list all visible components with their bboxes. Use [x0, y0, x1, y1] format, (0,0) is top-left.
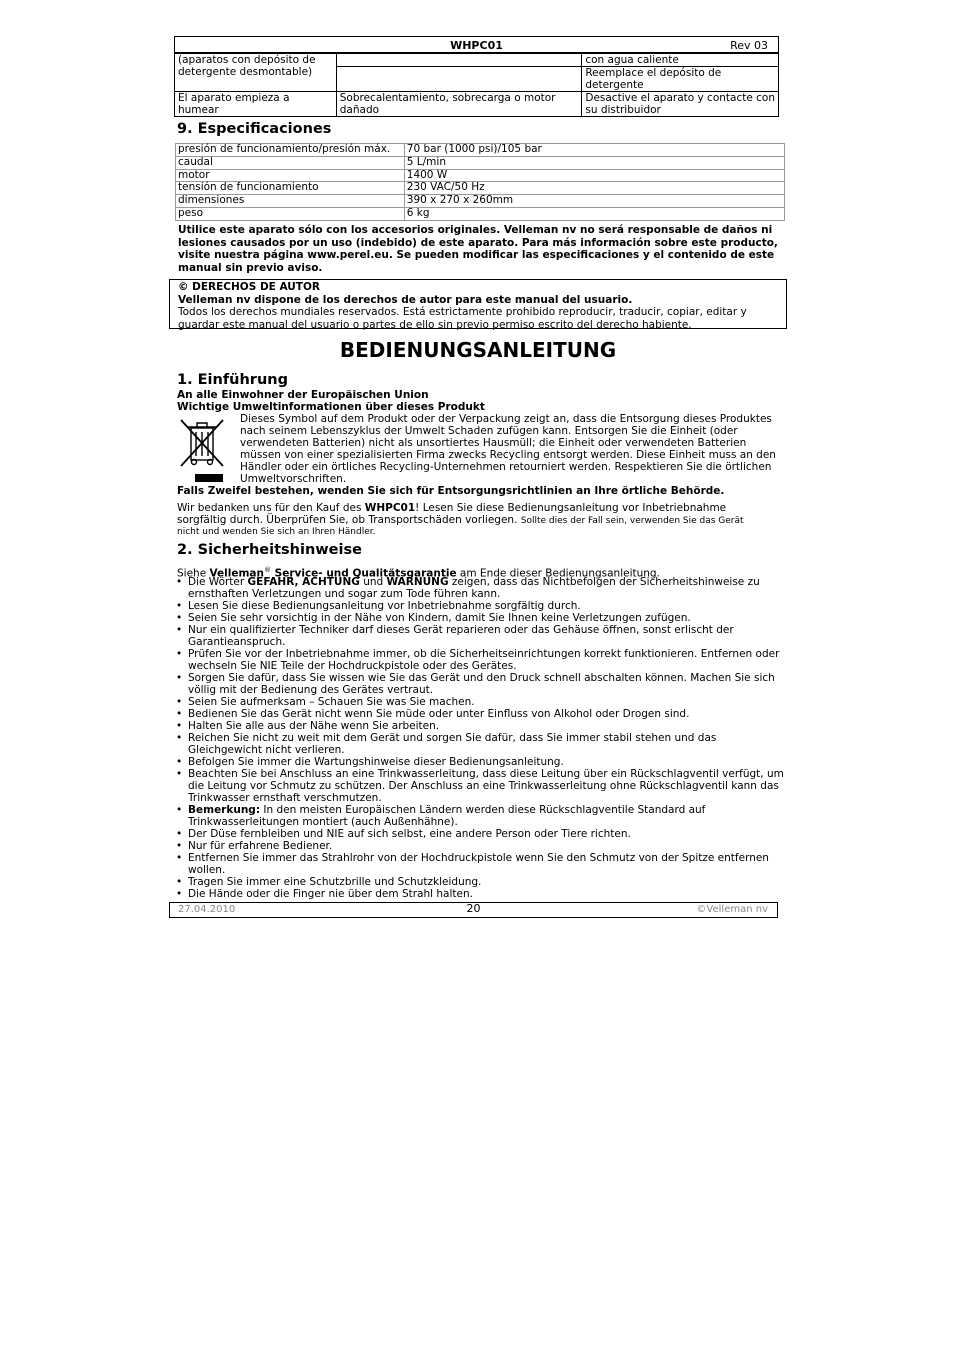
- table-cell: Reemplace el depósito de detergente: [582, 67, 779, 92]
- footer-date: 27.04.2010: [178, 904, 236, 915]
- table-cell: [336, 54, 582, 67]
- thanks-pre: Wir bedanken uns für den Kauf des: [177, 502, 365, 514]
- table-row: [176, 144, 785, 157]
- table-row: [176, 195, 785, 208]
- thanks-model: WHPC01: [364, 502, 416, 514]
- list-item: • Bedienen Sie das Gerät nicht wenn Sie müde oder unter Einfluss von Alkohol oder Drogen sind.: [176, 708, 786, 720]
- intro-bold-2: Wichtige Umweltinformationen über dieses Produkt: [177, 401, 485, 413]
- intro-text-line: Umweltvorschriften.: [240, 473, 347, 485]
- table-row: [175, 92, 779, 117]
- list-item: • Der Düse fernbleiben und NIE auf sich selbst, eine andere Person oder Tiere richten.: [176, 828, 786, 840]
- table-cell: El aparato empieza a humear: [175, 92, 337, 117]
- list-item: • Beachten Sie bei Anschluss an eine Trinkwasserleitung, dass diese Leitung über ein Rückschlagventil verfügt, um die Leitung vor Schmutz zu schützen. Der Anschluss an eine Trinkwasserleitung ohne Rückschlagventil kann das Trinkwasser ernsthaft verschmutzen.: [176, 768, 786, 804]
- safety-list: [176, 576, 786, 900]
- section-title-safety: 2. Sicherheitshinweise: [177, 542, 362, 558]
- page-footer: [169, 902, 778, 918]
- thanks-small-1: Sollte dies der Fall sein, verwenden Sie das Gerät: [520, 516, 744, 526]
- spec-label: presión de funcionamiento/presión máx.: [176, 144, 405, 157]
- spec-value: 70 bar (1000 psi)/105 bar: [404, 144, 784, 157]
- list-item: • Lesen Sie diese Bedienungsanleitung vor Inbetriebnahme sorgfältig durch.: [176, 600, 786, 612]
- table-row: [175, 54, 779, 67]
- spec-label: motor: [176, 169, 405, 182]
- thanks-post: ! Lesen Sie diese Bedienungsanleitung vor Inbetriebnahme: [415, 502, 727, 514]
- table-cell: Desactive el aparato y contacte con su distribuidor: [582, 92, 779, 117]
- note-text: In den meisten Europäischen Ländern werden diese Rückschlagventile Standard auf Trinkwasserleitungen montiert (auch Außenhähne).: [188, 804, 706, 828]
- list-item: [176, 576, 786, 600]
- list-item: [176, 804, 786, 828]
- list-item: • Befolgen Sie immer die Wartungshinweise dieser Bedienungsanleitung.: [176, 756, 786, 768]
- table-row: [176, 182, 785, 195]
- intro-doubt: Falls Zweifel bestehen, wenden Sie sich für Entsorgungsrichtlinien an Ihre örtliche Behörde.: [177, 485, 725, 497]
- copyright-box: [169, 279, 787, 329]
- spec-value: 390 x 270 x 260mm: [404, 195, 784, 208]
- b1-mid: und: [359, 576, 387, 588]
- list-item: • Die Hände oder die Finger nie über dem Strahl halten.: [176, 888, 786, 900]
- intro-bold-1: An alle Einwohner der Europäischen Union: [177, 389, 429, 401]
- see-reg: ®: [264, 566, 271, 574]
- b1-words: GEFAHR, ACHTUNG: [247, 576, 360, 588]
- see-brand: Velleman: [209, 567, 264, 580]
- see-post: am Ende dieser Bedienungsanleitung.: [456, 567, 660, 580]
- section-title-intro: 1. Einführung: [177, 372, 288, 388]
- spec-value: 6 kg: [404, 207, 784, 220]
- page-number: 20: [466, 902, 481, 915]
- spec-value: 5 L/min: [404, 156, 784, 169]
- list-item: • Reichen Sie nicht zu weit mit dem Gerät und sorgen Sie dafür, dass Sie immer stabil stehen und das Gleichgewicht nicht verlieren.: [176, 732, 786, 756]
- list-item: • Tragen Sie immer eine Schutzbrille und Schutzkleidung.: [176, 876, 786, 888]
- table-row: [176, 156, 785, 169]
- note-label: Bemerkung:: [188, 804, 261, 816]
- thanks-line2: sorgfältig durch. Überprüfen Sie, ob Transportschäden vorliegen.: [177, 514, 521, 526]
- spec-value: 230 VAC/50 Hz: [404, 182, 784, 195]
- list-item: • Sorgen Sie dafür, dass Sie wissen wie Sie das Gerät und den Druck schnell abschalten können. Machen Sie sich völlig mit der Bedienung des Gerätes vertraut.: [176, 672, 786, 696]
- copyright-heading: © DERECHOS DE AUTOR: [178, 281, 320, 293]
- table-cell: (aparatos con depósito de detergente desmontable): [175, 54, 337, 92]
- thanks-small-2: nicht und wenden Sie sich an Ihren Händler.: [177, 527, 376, 537]
- b1-post: zeigen, dass das Nichtbefolgen der Sicherheitshinweise zu ernsthaften Verletzungen und sogar zum Tode führen kann.: [188, 576, 760, 600]
- list-item: • Nur ein qualifizierter Techniker darf dieses Gerät reparieren oder das Gehäuse öffnen, sonst erlischt der Garantieanspruch.: [176, 624, 786, 648]
- see-pre: Siehe: [177, 567, 210, 580]
- intro-text-line: Händler oder ein örtliches Recycling-Unternehmen retourniert werden. Respektieren Sie die örtlichen: [240, 461, 772, 473]
- section-title-specs: 9. Especificaciones: [177, 121, 332, 137]
- spec-value: 1400 W: [404, 169, 784, 182]
- spec-label: tensión de funcionamiento: [176, 182, 405, 195]
- spec-label: dimensiones: [176, 195, 405, 208]
- see-bold: Service- und Qualitätsgarantie: [271, 567, 457, 580]
- usage-warning: Utilice este aparato sólo con los accesorios originales. Velleman nv no será responsable de daños ni lesiones causados por un uso (indebido) de este aparato. Para más información sobre este producto, visite nuestra página www.perel.eu. Se pueden modificar las especificaciones y el contenido de este manual sin previo aviso.: [178, 224, 778, 274]
- revision: Rev 03: [730, 39, 768, 52]
- table-cell: Sobrecalentamiento, sobrecarga o motor dañado: [336, 92, 582, 117]
- b1-warning: WARNUNG: [386, 576, 449, 588]
- table-cell: [336, 67, 582, 92]
- copyright-bold: Velleman nv dispone de los derechos de autor para este manual del usuario.: [178, 293, 633, 306]
- table-row: [176, 207, 785, 220]
- table-cell: con agua caliente: [582, 54, 779, 67]
- specs-table: [175, 143, 785, 221]
- list-item: • Halten Sie alle aus der Nähe wenn Sie arbeiten.: [176, 720, 786, 732]
- intro-text-line: Dieses Symbol auf dem Produkt oder der Verpackung zeigt an, dass die Entsorgung dieses Produktes: [240, 413, 772, 425]
- b1-pre: Die Wörter: [188, 576, 248, 588]
- table-row: [176, 169, 785, 182]
- spec-label: peso: [176, 207, 405, 220]
- page-header: [174, 36, 779, 53]
- intro-text-line: verwendeten Batterien) nicht als unsortiertes Hausmüll; die Einheit oder verwendeten Batterien: [240, 437, 747, 449]
- footer-copyright: ©Velleman nv: [696, 904, 768, 915]
- thanks-line-1: [177, 502, 726, 514]
- list-item: • Nur für erfahrene Bediener.: [176, 840, 786, 852]
- list-item: • Seien Sie sehr vorsichtig in der Nähe von Kindern, damit Sie Ihnen keine Verletzungen zufügen.: [176, 612, 786, 624]
- spec-label: caudal: [176, 156, 405, 169]
- model-number: WHPC01: [450, 39, 503, 52]
- intro-text-line: nach seinem Lebenszyklus der Umwelt Schaden zufügen kann. Entsorgen Sie die Einheit (oder: [240, 425, 738, 437]
- weee-bin-icon: [177, 414, 227, 486]
- manual-title: BEDIENUNGSANLEITUNG: [339, 338, 617, 362]
- copyright-text: Todos los derechos mundiales reservados. Está estrictamente prohibido reproducir, traducir, copiar, editar y guardar este manual del usuario o partes de ello sin previo permiso escrito del derecho habiente.: [178, 306, 747, 331]
- list-item: • Entfernen Sie immer das Strahlrohr von der Hochdruckpistole wenn Sie den Schmutz von der Spitze entfernen wollen.: [176, 852, 786, 876]
- troubleshooting-table: [174, 53, 779, 117]
- intro-text-line: müssen von einer spezialisierten Firma zwecks Recycling entsorgt werden. Diese Einheit muss an den: [240, 449, 776, 461]
- list-item: • Seien Sie aufmerksam – Schauen Sie was Sie machen.: [176, 696, 786, 708]
- list-item: • Prüfen Sie vor der Inbetriebnahme immer, ob die Sicherheitseinrichtungen korrekt funktionieren. Entfernen oder wechseln Sie NIE Teile der Hochdruckpistole oder des Gerätes.: [176, 648, 786, 672]
